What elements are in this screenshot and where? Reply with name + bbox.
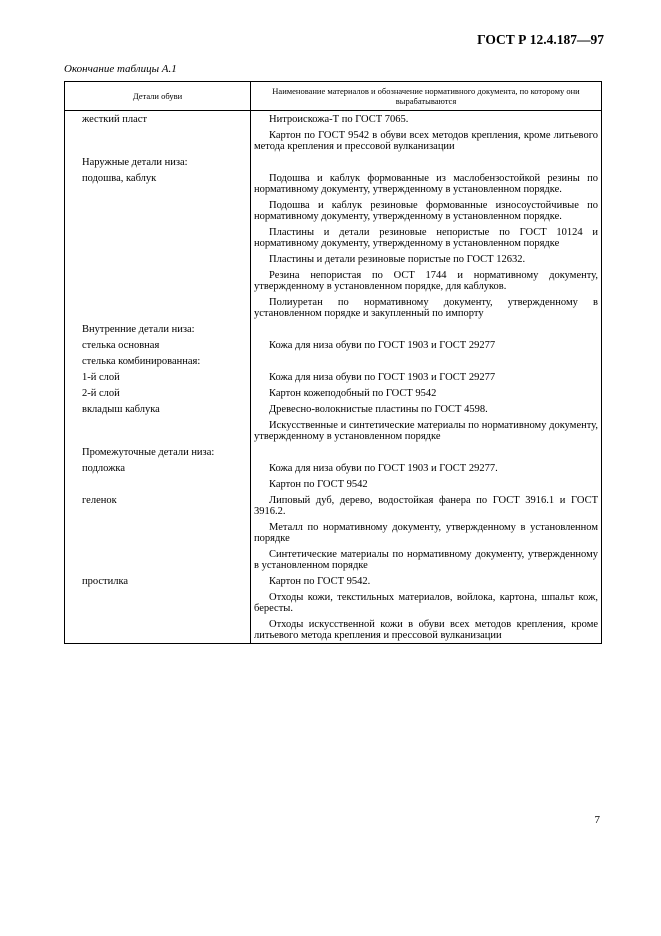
shoe-part-cell <box>65 616 251 644</box>
shoe-part-cell <box>65 417 251 444</box>
shoe-part-cell: подложка <box>65 460 251 476</box>
shoe-part-cell: жесткий пласт <box>65 111 251 128</box>
shoe-part-cell <box>65 197 251 224</box>
shoe-part-cell: 1-й слой <box>65 369 251 385</box>
table-row <box>65 251 602 267</box>
table-row <box>65 321 602 337</box>
page-number: 7 <box>594 814 600 826</box>
material-cell: Древесно-волокнистые пластины по ГОСТ 4598. <box>251 401 602 417</box>
shoe-part-cell: Промежуточные детали низа: <box>65 444 251 460</box>
shoe-part-cell: геленок <box>65 492 251 519</box>
shoe-part-cell: простилка <box>65 573 251 589</box>
shoe-part-cell: Наружные детали низа: <box>65 154 251 170</box>
shoe-part-cell <box>65 251 251 267</box>
shoe-part-cell: стелька основная <box>65 337 251 353</box>
table-row <box>65 444 602 460</box>
material-cell: Резина непористая по ОСТ 1744 и нормативному документу, утвержденному в установленном порядке, для каблуков. <box>251 267 602 294</box>
material-cell: Картон по ГОСТ 9542 <box>251 476 602 492</box>
material-cell: Липовый дуб, дерево, водостойкая фанера по ГОСТ 3916.1 и ГОСТ 3916.2. <box>251 492 602 519</box>
material-cell: Кожа для низа обуви по ГОСТ 1903 и ГОСТ 29277. <box>251 460 602 476</box>
material-cell <box>251 154 602 170</box>
table-row <box>65 170 602 197</box>
shoe-part-cell <box>65 476 251 492</box>
material-cell: Картон по ГОСТ 9542. <box>251 573 602 589</box>
material-cell: Полиуретан по нормативному документу, утвержденному в установленном порядке и закупленный по импорту <box>251 294 602 321</box>
table-row <box>65 337 602 353</box>
table-row <box>65 127 602 154</box>
table-row <box>65 417 602 444</box>
material-cell: Отходы искусственной кожи в обуви всех методов крепления, кроме литьевого метода крепления и прессовой вулканизации <box>251 616 602 644</box>
material-cell: Картон кожеподобный по ГОСТ 9542 <box>251 385 602 401</box>
material-cell: Подошва и каблук формованные из маслобензостойкой резины по нормативному документу, утвержденному в установленном порядке. <box>251 170 602 197</box>
table-header-row <box>65 82 602 111</box>
shoe-part-cell <box>65 267 251 294</box>
material-cell: Пластины и детали резиновые непористые по ГОСТ 10124 и нормативному документу, утвержденному в установленном порядке <box>251 224 602 251</box>
table-row <box>65 385 602 401</box>
table-row <box>65 476 602 492</box>
material-cell: Синтетические материалы по нормативному документу, утвержденному в установленном порядке <box>251 546 602 573</box>
table-row <box>65 519 602 546</box>
shoe-part-cell <box>65 224 251 251</box>
table-row <box>65 401 602 417</box>
shoe-part-cell <box>65 546 251 573</box>
material-cell: Отходы кожи, текстильных материалов, войлока, картона, шпальт кож, бересты. <box>251 589 602 616</box>
shoe-part-cell <box>65 127 251 154</box>
table-caption: Окончание таблицы А.1 <box>64 63 177 75</box>
table-row <box>65 460 602 476</box>
table-row <box>65 573 602 589</box>
material-cell: Пластины и детали резиновые пористые по ГОСТ 12632. <box>251 251 602 267</box>
material-cell <box>251 321 602 337</box>
table-row <box>65 589 602 616</box>
material-cell: Нитроискожа-Т по ГОСТ 7065. <box>251 111 602 128</box>
shoe-part-cell: подошва, каблук <box>65 170 251 197</box>
table-row <box>65 546 602 573</box>
table-row <box>65 369 602 385</box>
table-row <box>65 224 602 251</box>
material-cell <box>251 444 602 460</box>
shoe-part-cell: Внутренние детали низа: <box>65 321 251 337</box>
material-cell: Подошва и каблук резиновые формованные износоустойчивые по нормативному документу, утвержденному в установленном порядке. <box>251 197 602 224</box>
material-cell: Кожа для низа обуви по ГОСТ 1903 и ГОСТ 29277 <box>251 369 602 385</box>
table-row <box>65 492 602 519</box>
table-row <box>65 154 602 170</box>
table-row <box>65 294 602 321</box>
material-cell: Картон по ГОСТ 9542 в обуви всех методов крепления, кроме литьевого метода крепления и прессовой вулканизации <box>251 127 602 154</box>
table-row <box>65 267 602 294</box>
material-cell: Металл по нормативному документу, утвержденному в установленном порядке <box>251 519 602 546</box>
table-row <box>65 353 602 369</box>
material-cell <box>251 353 602 369</box>
shoe-part-cell: стелька комбинированная: <box>65 353 251 369</box>
table-row <box>65 111 602 128</box>
table-body <box>65 111 602 644</box>
shoe-part-cell: 2-й слой <box>65 385 251 401</box>
table-row <box>65 197 602 224</box>
shoe-part-cell <box>65 294 251 321</box>
shoe-part-cell: вкладыш каблука <box>65 401 251 417</box>
document-code-header: ГОСТ Р 12.4.187—97 <box>477 32 604 47</box>
shoe-part-cell <box>65 589 251 616</box>
material-cell: Кожа для низа обуви по ГОСТ 1903 и ГОСТ 29277 <box>251 337 602 353</box>
materials-table <box>64 81 602 644</box>
table-row <box>65 616 602 644</box>
shoe-part-cell <box>65 519 251 546</box>
column-header-parts: Детали обуви <box>65 82 251 111</box>
material-cell: Искусственные и синтетические материалы по нормативному документу, утвержденному в установленном порядке <box>251 417 602 444</box>
column-header-materials: Наименование материалов и обозначение нормативного документа, по которому они вырабатываются <box>251 82 602 111</box>
